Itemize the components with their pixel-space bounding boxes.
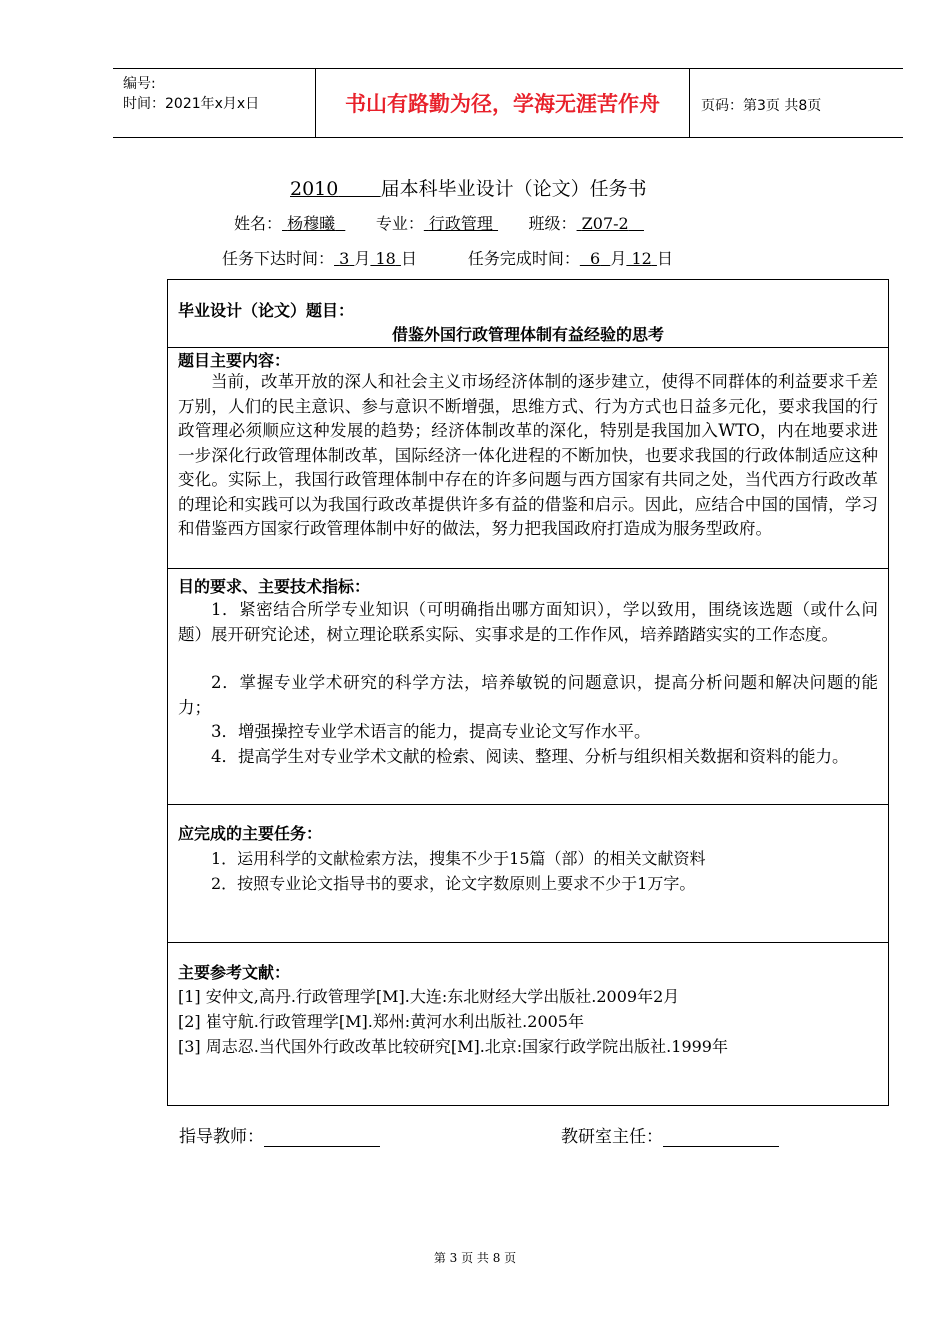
advisor-signature <box>179 1122 380 1147</box>
content-label: 题目主要内容： <box>178 351 291 370</box>
director-signature-line <box>663 1128 779 1147</box>
task-table <box>167 279 889 1106</box>
task-item: 2．按照专业论文指导书的要求，论文字数原则上要求不少于1万字。 <box>211 874 696 893</box>
header-motto: 书山有路勤为径，学海无涯苦作舟 <box>316 69 690 137</box>
name-label: 姓名： <box>234 214 283 233</box>
student-name: 杨穆曦 <box>287 214 336 233</box>
month-char: 月 <box>610 249 627 268</box>
done-day: 12 <box>631 249 652 268</box>
topic-title: 借鉴外国行政管理体制有益经验的思考 <box>391 325 664 344</box>
page-footer: 第 3 页 共 8 页 <box>433 1251 517 1265</box>
tasks-label: 应完成的主要任务： <box>178 824 323 843</box>
time-label: 时间：2021年x月x日 <box>123 96 260 112</box>
issue-label: 任务下达时间： <box>222 249 335 268</box>
number-label: 编号: <box>123 76 156 92</box>
page-header <box>113 68 903 138</box>
requirement-item: 3．增强操控专业学术语言的能力，提高专业论文写作水平。 <box>211 722 651 741</box>
day-char: 日 <box>400 249 417 268</box>
references-section <box>168 943 888 1105</box>
advisor-signature-line <box>264 1128 380 1147</box>
requirement-item: 2．掌握专业学术研究的科学方法，培养敏锐的问题意识，提高分析问题和解决问题的能力； <box>178 673 878 717</box>
month-char: 月 <box>354 249 371 268</box>
day-char: 日 <box>656 249 673 268</box>
tasks-section <box>168 805 888 943</box>
class-label: 班级： <box>528 214 577 233</box>
advisor-label: 指导教师： <box>179 1127 264 1147</box>
title-year: 2010 <box>290 178 339 200</box>
references-label: 主要参考文献： <box>178 963 291 982</box>
done-label: 任务完成时间： <box>467 249 580 268</box>
dates-line <box>222 246 673 269</box>
document-title <box>290 174 647 201</box>
topic-section <box>168 280 888 348</box>
header-meta <box>113 69 316 137</box>
director-signature <box>561 1122 779 1147</box>
reference-item: [1] 安仲文,高丹.行政管理学[M].大连:东北财经大学出版社.2009年2月 <box>178 987 680 1006</box>
issue-day: 18 <box>375 249 396 268</box>
student-class: Z07-2 <box>581 214 629 233</box>
requirement-item: 1．紧密结合所学专业知识（可明确指出哪方面知识），学以致用，围绕该选题（或什么问题）展开研究论述，树立理论联系实际、实事求是的工作作风，培养踏踏实实的工作态度。 <box>178 600 878 644</box>
issue-month: 3 <box>339 249 350 268</box>
content-section <box>168 348 888 569</box>
reference-item: [3] 周志忍.当代国外行政改革比较研究[M].北京:国家行政学院出版社.1999年 <box>178 1037 728 1056</box>
header-page-label: 页码：第3页 共8页 <box>701 98 822 114</box>
title-text: 届本科毕业设计（论文）任务书 <box>380 178 647 200</box>
student-info <box>234 211 644 234</box>
requirements-label: 目的要求、主要技术指标： <box>178 577 371 596</box>
task-item: 1．运用科学的文献检索方法，搜集不少于15篇（部）的相关文献资料 <box>211 849 706 868</box>
requirements-section <box>168 569 888 805</box>
reference-item: [2] 崔守航.行政管理学[M].郑州:黄河水利出版社.2005年 <box>178 1012 584 1031</box>
director-label: 教研室主任： <box>561 1127 663 1147</box>
major-label: 专业： <box>375 214 424 233</box>
student-major: 行政管理 <box>428 214 493 233</box>
topic-label: 毕业设计（论文）题目： <box>178 301 355 320</box>
done-month: 6 <box>590 249 601 268</box>
requirement-item: 4．提高学生对专业学术文献的检索、阅读、整理、分析与组织相关数据和资料的能力。 <box>211 747 849 766</box>
content-text: 当前，改革开放的深人和社会主义市场经济体制的逐步建立，使得不同群体的利益要求千差万别，人们的民主意识、参与意识不断增强，思维方式、行为方式也日益多元化，要求我国的行政管理必须顺应这种发展的趋势；经济体制改革的深化，特别是我国加入WTO，内在地要求进一步深化行政管理体制改革，国际经济一体化进程的不断加快，也要求我国的行政体制适应这种变化。实际上，我国行政管理体制中存在的许多问题与西方国家有共同之处，当代西方行政改革的理论和实践可以为我国行政改革提供许多有益的借鉴和启示。因此，应结合中国的国情，学习和借鉴西方国家行政管理体制中好的做法，努力把我国政府打造成为服务型政府。 <box>178 372 878 538</box>
